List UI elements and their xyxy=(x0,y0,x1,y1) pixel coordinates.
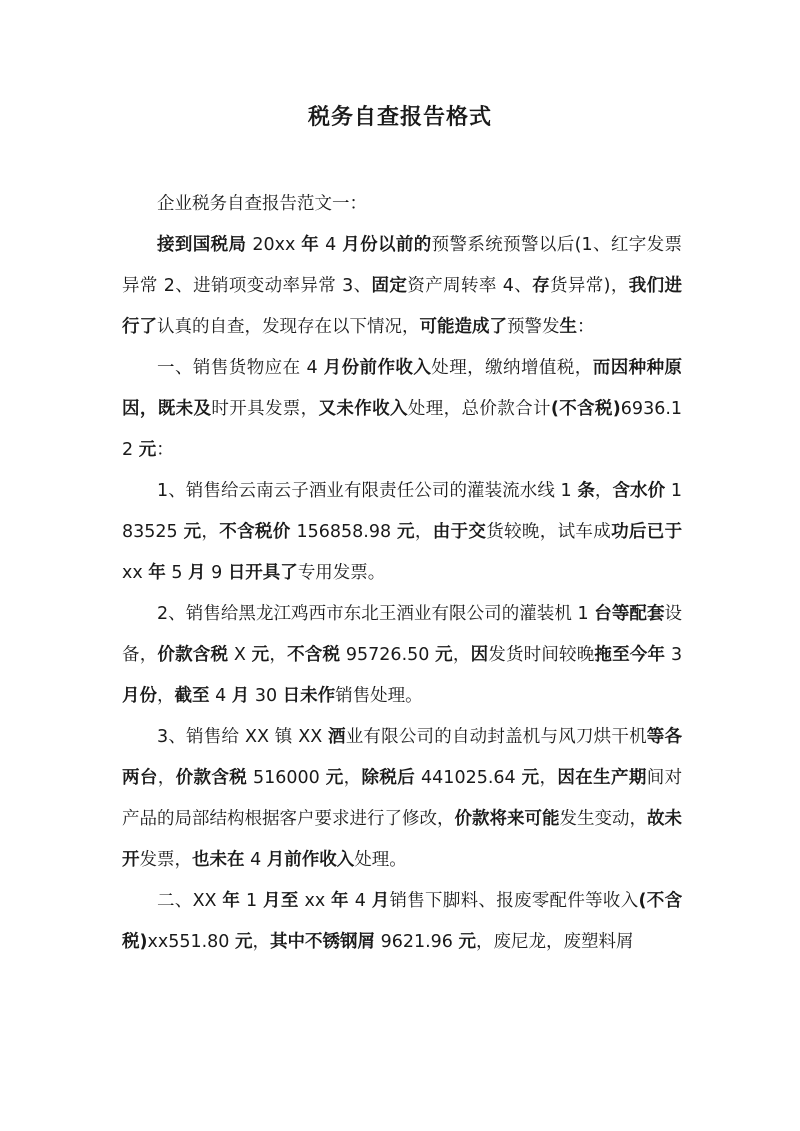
text-run: 4 xyxy=(244,850,267,870)
bold-text-run: 月 xyxy=(231,686,250,706)
bold-text-run: 年 xyxy=(222,891,241,911)
text-run: xx xyxy=(122,563,149,583)
text-run: 一、销售货物应在 4 xyxy=(157,358,324,378)
bold-text-run: 月前作收入 xyxy=(266,850,355,870)
bold-text-run: 元 xyxy=(435,645,453,665)
text-run: 企业税务自查报告范文一： xyxy=(157,194,367,214)
text-run: 516000 xyxy=(247,768,326,788)
text-run: xx551.80 xyxy=(147,932,236,952)
text-run: 预警发 xyxy=(507,317,560,337)
text-run: 发票， xyxy=(139,850,192,870)
paragraph xyxy=(122,717,682,881)
text-run: ， xyxy=(452,645,471,665)
paragraph xyxy=(122,348,682,471)
bold-text-run: 因在生产期 xyxy=(557,768,647,788)
bold-text-run: 价款含税 xyxy=(175,768,248,788)
paragraph xyxy=(122,594,682,717)
bold-text-run: 元 xyxy=(325,768,344,788)
bold-text-run: 条 xyxy=(577,481,595,501)
paragraph xyxy=(122,184,682,225)
bold-text-run: 元 xyxy=(235,932,253,952)
bold-text-run: 不含税价 xyxy=(219,522,291,542)
bold-text-run: 含水价 xyxy=(612,481,666,501)
document-body xyxy=(122,184,682,963)
text-run: ： xyxy=(156,440,174,460)
bold-text-run: 截至 xyxy=(174,686,210,706)
bold-text-run: 而因种种原因，既未及 xyxy=(122,358,683,419)
bold-text-run: 生 xyxy=(559,317,577,337)
text-run: 销售下脚料、报废零配件等收入 xyxy=(389,891,639,911)
text-run: ， xyxy=(157,768,176,788)
text-run: ， xyxy=(269,645,288,665)
bold-text-run: 功后已于 xyxy=(611,522,683,542)
text-run: 二、XX xyxy=(157,891,223,911)
text-run: 间对产品的局部结构根据客户要求进行了修改， xyxy=(122,768,683,829)
text-run: 处理，总价款合计 xyxy=(407,399,551,419)
bold-text-run: 存 xyxy=(532,276,550,296)
bold-text-run: 可能造成了 xyxy=(419,317,507,337)
text-run: 441025.64 xyxy=(415,768,522,788)
bold-text-run: 元 xyxy=(183,522,202,542)
bold-text-run: 年 xyxy=(331,891,349,911)
text-run: 9621.96 xyxy=(375,932,459,952)
bold-text-run: 因 xyxy=(470,645,489,665)
bold-text-run: 由于交 xyxy=(432,522,487,542)
bold-text-run: 等各两台 xyxy=(122,727,683,788)
bold-text-run: 元 xyxy=(251,645,270,665)
text-run: ， xyxy=(157,686,175,706)
text-run: ， xyxy=(343,768,362,788)
text-run: 3 xyxy=(665,645,683,665)
text-run: ，废尼龙，废塑料屑 xyxy=(476,932,634,952)
text-run: xx xyxy=(298,891,332,911)
text-run: ： xyxy=(577,317,595,337)
bold-text-run: 又未作收入 xyxy=(318,399,408,419)
bold-text-run: 年 xyxy=(301,235,320,255)
document-title: 税务自查报告格式 xyxy=(307,105,492,130)
bold-text-run: 日未作 xyxy=(282,686,336,706)
text-run: 处理，缴纳增值税， xyxy=(431,358,593,378)
text-run: 5 xyxy=(165,563,189,583)
bold-text-run: 元 xyxy=(521,768,540,788)
bold-text-run: 除税后 xyxy=(361,768,416,788)
bold-text-run: 月份 xyxy=(122,686,157,706)
bold-text-run: 元 xyxy=(458,932,477,952)
bold-text-run: 月 xyxy=(188,563,206,583)
bold-text-run: 台等配套 xyxy=(594,604,665,624)
text-run: 30 xyxy=(249,686,283,706)
text-run: 1、销售给云南云子酒业有限责任公司的灌装流水线 1 xyxy=(157,481,578,501)
bold-text-run: 酒 xyxy=(327,727,346,747)
bold-text-run: 月至 xyxy=(263,891,299,911)
text-run: 4 xyxy=(348,891,372,911)
text-run: 20xx xyxy=(246,235,302,255)
bold-text-run: 不含税 xyxy=(287,645,341,665)
text-run: 销售处理。 xyxy=(335,686,423,706)
bold-text-run: 固定 xyxy=(371,276,408,296)
text-run: 4 xyxy=(209,686,232,706)
text-run: 资产周转率 4、 xyxy=(407,276,533,296)
text-run: 3、销售给 XX 镇 XX xyxy=(157,727,328,747)
bold-text-run: 年 xyxy=(148,563,166,583)
bold-text-run: 我们进行了 xyxy=(122,276,683,337)
bold-text-run: 元 xyxy=(397,522,415,542)
bold-text-run: 其中不锈钢屑 xyxy=(270,932,376,952)
text-run: ， xyxy=(252,932,271,952)
text-run: 处理。 xyxy=(354,850,407,870)
bold-text-run: 故未开 xyxy=(122,809,682,870)
text-run: 货较晚，试车成 xyxy=(486,522,612,542)
text-run: ， xyxy=(539,768,558,788)
text-run: 专用发票。 xyxy=(297,563,386,583)
text-run: 183525 xyxy=(122,481,682,542)
paragraph xyxy=(122,225,682,348)
text-run: 1 xyxy=(240,891,264,911)
text-run: 预警系统预警以后(1、红字发票异常 2、进销项变动率异常 3、 xyxy=(122,235,683,296)
text-run: 95726.50 xyxy=(340,645,436,665)
text-run: 9 xyxy=(205,563,228,583)
text-run: 设备， xyxy=(122,604,682,665)
text-run: ， xyxy=(414,522,433,542)
bold-text-run: (不含税) xyxy=(550,399,621,419)
bold-text-run: 价款含税 xyxy=(157,645,229,665)
bold-text-run: 接到国税局 xyxy=(157,235,247,255)
text-run: 6936.12 xyxy=(122,399,683,460)
text-run: 发货时间较晚 xyxy=(488,645,595,665)
text-run: ， xyxy=(201,522,220,542)
text-run: X xyxy=(228,645,252,665)
text-run: 发生变动， xyxy=(559,809,647,829)
text-run: 业有限公司的自动封盖机与风刀烘干机 xyxy=(345,727,647,747)
text-run: 时开具发票， xyxy=(211,399,319,419)
text-run: 认真的自查，发现存在以下情况， xyxy=(157,317,420,337)
text-run: 156858.98 xyxy=(290,522,398,542)
text-run: 4 xyxy=(319,235,343,255)
bold-text-run: 也未在 xyxy=(192,850,245,870)
text-run: 货异常)， xyxy=(550,276,629,296)
bold-text-run: 月份以前的 xyxy=(342,235,432,255)
text-run: ， xyxy=(594,481,613,501)
bold-text-run: 月 xyxy=(371,891,390,911)
bold-text-run: 元 xyxy=(138,440,157,460)
bold-text-run: 拖至今年 xyxy=(594,645,666,665)
bold-text-run: 月份前作收入 xyxy=(323,358,432,378)
paragraph xyxy=(122,471,682,594)
text-run: 2、销售给黑龙江鸡西市东北王酒业有限公司的灌装机 1 xyxy=(157,604,595,624)
bold-text-run: 日开具了 xyxy=(227,563,298,583)
bold-text-run: 价款将来可能 xyxy=(454,809,560,829)
bold-text-run: (不含税) xyxy=(122,891,683,952)
paragraph xyxy=(122,881,682,963)
